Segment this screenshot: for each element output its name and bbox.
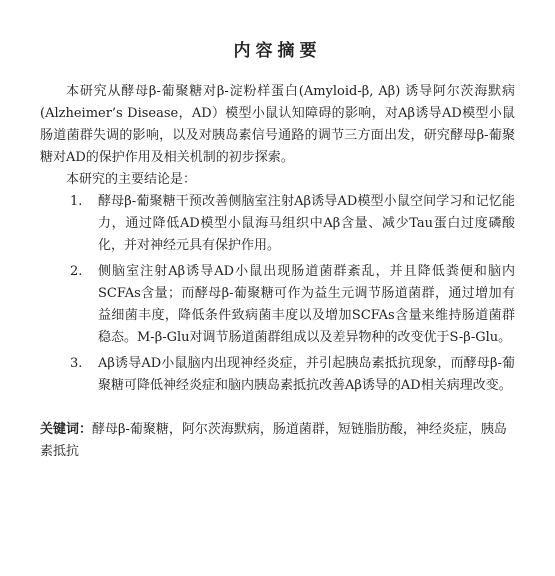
conclusion-list xyxy=(40,191,515,397)
abstract-title: 内容摘要 xyxy=(233,41,322,61)
conclusion-item xyxy=(40,191,515,257)
keywords-label: 关键词： xyxy=(40,422,93,437)
keywords-line xyxy=(40,419,515,463)
conclusion-number: 1. xyxy=(70,194,83,209)
conclusion-item xyxy=(40,261,515,349)
conclusion-number: 2. xyxy=(70,264,83,279)
conclusion-text: 侧脑室注射Aβ诱导AD小鼠出现肠道菌群紊乱，并且降低粪便和脑内SCFAs含量；而酵母β-葡聚糖可作为益生元调节肠道菌群，通过增加有益细菌丰度，降低条件致病菌丰度以及增加SCFAs含量来维持肠道菌群稳态。M-β-Glu对调节肠道菌群组成以及差异物种的改变优于S-β-Glu。 xyxy=(98,264,515,345)
conclusion-lead: 本研究的主要结论是： xyxy=(66,172,197,187)
conclusion-number: 3. xyxy=(70,356,83,371)
conclusion-text: 酵母β-葡聚糖干预改善侧脑室注射Aβ诱导AD模型小鼠空间学习和记忆能力，通过降低AD模型小鼠海马组织中Aβ含量、减少Tau蛋白过度磷酸化，并对神经元具有保护作用。 xyxy=(98,194,515,253)
intro-paragraph: 本研究从酵母β-葡聚糖对β-淀粉样蛋白(Amyloid-β, Aβ) 诱导阿尔茨海默病(Alzheimer’s Disease，AD）模型小鼠认知障碍的影响，对Aβ诱导AD模型小鼠肠道菌群失调的影响，以及对胰岛素信号通路的调节三方面出发，研究酵母β-葡聚糖对AD的保护作用及相关机制的初步探索。 xyxy=(40,84,515,165)
keywords-text: 酵母β-葡聚糖，阿尔茨海默病，肠道菌群，短链脂肪酸，神经炎症，胰岛素抵抗 xyxy=(40,422,507,459)
conclusion-item xyxy=(40,353,515,397)
conclusion-text: Aβ诱导AD小鼠脑内出现神经炎症，并引起胰岛素抵抗现象，而酵母β-葡聚糖可降低神经炎症和脑内胰岛素抵抗改善Aβ诱导的AD相关病理改变。 xyxy=(98,356,515,393)
